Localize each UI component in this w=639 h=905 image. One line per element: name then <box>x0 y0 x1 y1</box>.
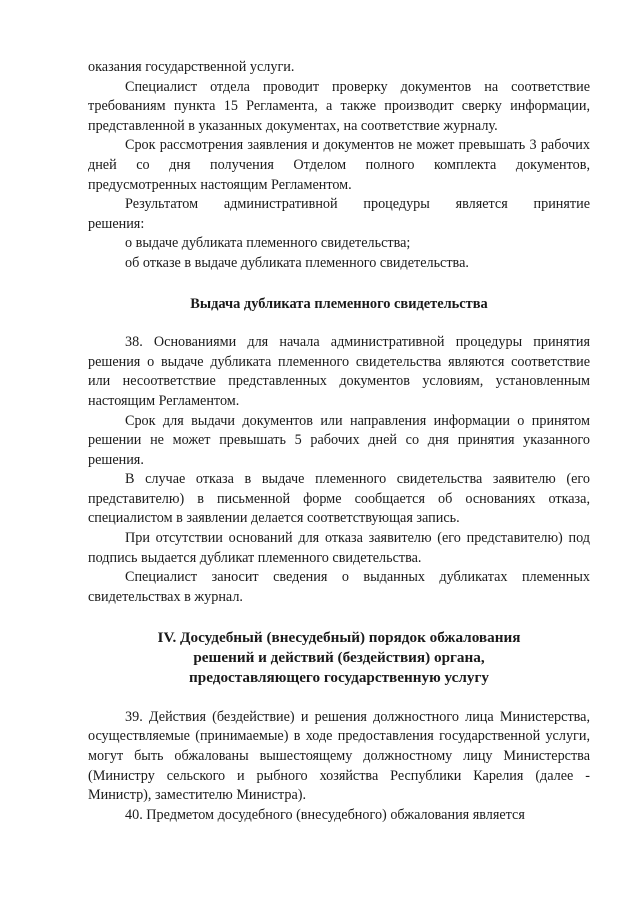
spacer <box>88 607 590 628</box>
paragraph: Результатом административной процедуры является принятие решения: <box>88 196 590 232</box>
spacer <box>88 688 590 708</box>
paragraph: Специалист заносит сведения о выданных дубликатах племенных свидетельствах в журнал. <box>88 569 590 605</box>
section-heading: Выдача дубликата племенного свидетельства <box>190 295 488 312</box>
chapter-heading-line: решений и действий (бездействия) органа, <box>193 649 485 667</box>
paragraph: Срок рассмотрения заявления и документов не может превышать 3 рабочих дней со дня получения Отделом полного комплекта документов, предусмотренных настоящим Регламентом. <box>88 137 590 193</box>
chapter-heading-line: IV. Досудебный (внесудебный) порядок обжалования <box>157 629 521 647</box>
list-item: о выдаче дубликата племенного свидетельства; <box>125 235 411 252</box>
paragraph: оказания государственной услуги. <box>88 59 295 75</box>
paragraph: В случае отказа в выдаче племенного свидетельства заявителю (его представителю) в письменной форме сообщается об основаниях отказа, специалистом в заявлении делается соответствующая запись. <box>88 471 590 527</box>
document-body <box>88 58 590 825</box>
chapter-heading-line: предоставляющего государственную услугу <box>189 669 489 687</box>
spacer <box>88 314 590 333</box>
paragraph: 39. Действия (бездействие) и решения должностного лица Министерства, осуществляемые (принимаемые) в ходе предоставления государственной услуги, могут быть обжалованы вышестоящему должностному лицу Министерства (Министру сельского и рыбного хозяйства Республики Карелия (далее - Министр), заместителю Министра). <box>88 708 590 804</box>
list-item: об отказе в выдаче дубликата племенного свидетельства. <box>125 254 469 271</box>
spacer <box>88 274 590 295</box>
paragraph: 38. Основаниями для начала административной процедуры принятия решения о выдаче дубликата племенного свидетельства являются соответствие или несоответствие представленных документов условиям, установленным настоящим Регламентом. <box>88 334 590 409</box>
paragraph: Специалист отдела проводит проверку документов на соответствие требованиям пункта 15 Регламента, а также производит сверку информации, представленной в указанных документах, на соответствие журналу. <box>88 78 590 134</box>
paragraph: Срок для выдачи документов или направления информации о принятом решении не может превышать 5 рабочих дней со дня принятия указанного решения. <box>88 412 590 468</box>
paragraph: При отсутствии оснований для отказа заявителю (его представителю) под подпись выдается дубликат племенного свидетельства. <box>88 530 590 566</box>
paragraph: 40. Предметом досудебного (внесудебного) обжалования является <box>125 806 525 823</box>
